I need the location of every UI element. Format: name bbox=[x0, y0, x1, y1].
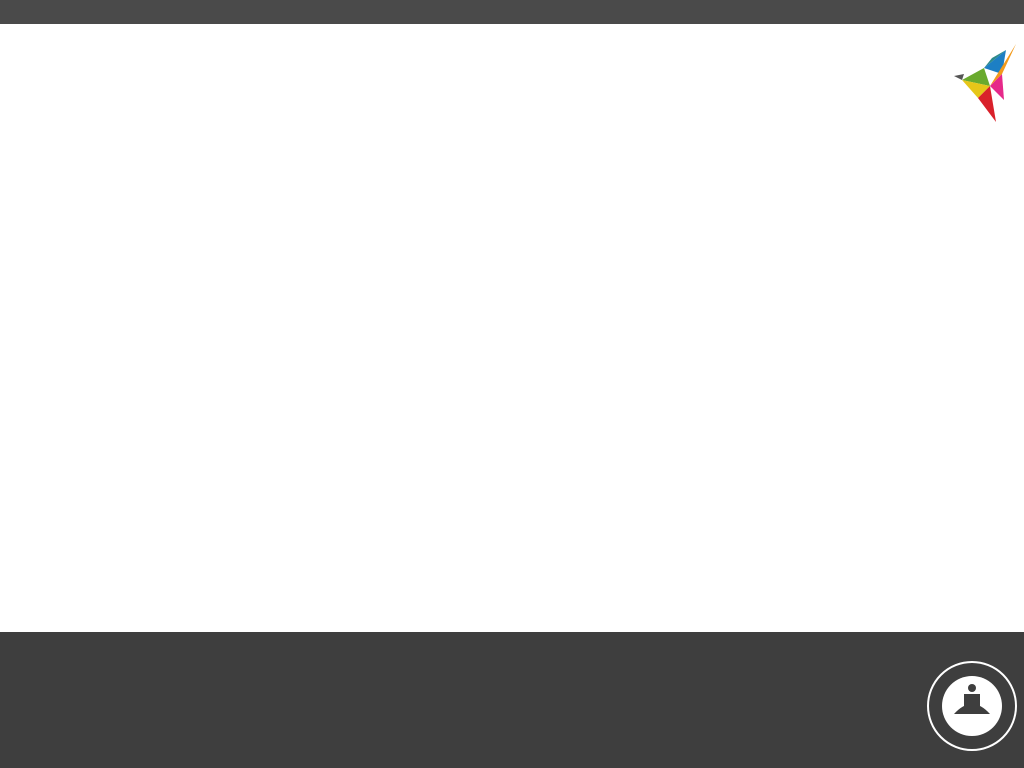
footer bbox=[0, 632, 1024, 768]
top-bar bbox=[0, 0, 1024, 24]
hummingbird-icon bbox=[932, 40, 1020, 126]
institution-seal-icon bbox=[924, 658, 1020, 754]
activities-list bbox=[30, 196, 928, 200]
top-color-stripes bbox=[0, 24, 1024, 38]
itp-logo bbox=[814, 40, 1020, 126]
bottom-color-stripes bbox=[0, 623, 1024, 632]
